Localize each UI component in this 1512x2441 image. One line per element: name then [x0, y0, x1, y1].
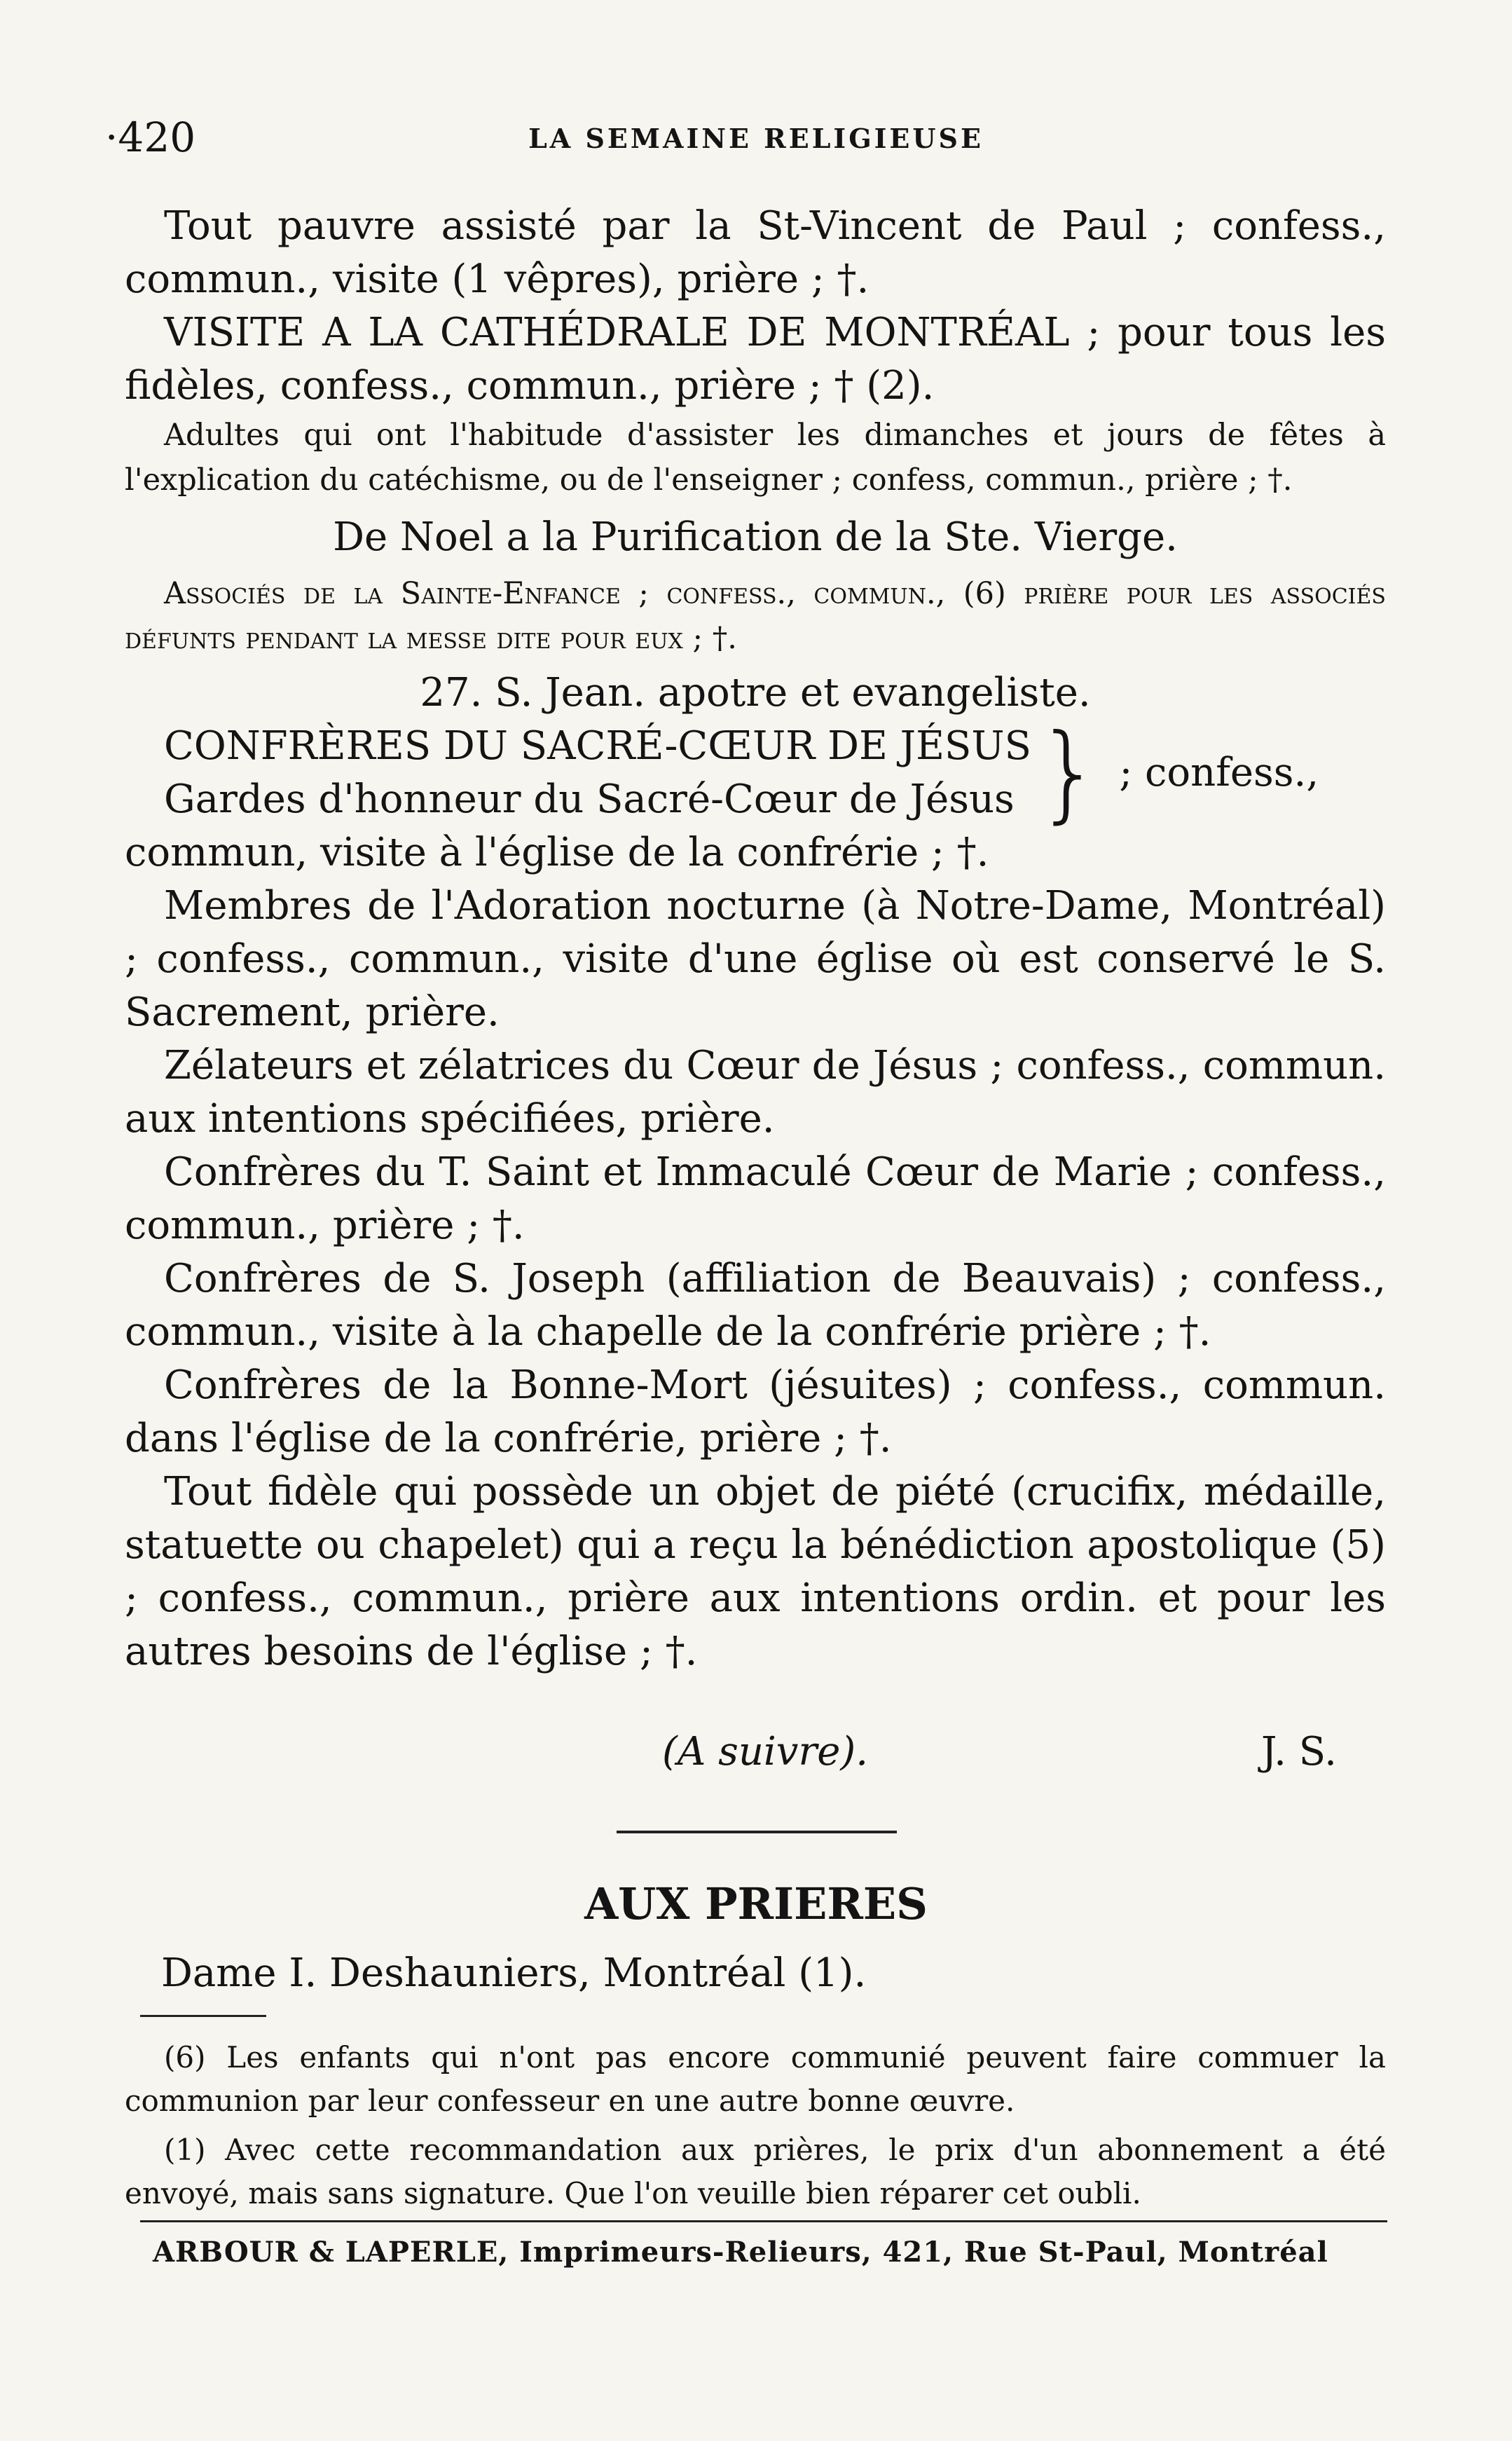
main-text — [125, 200, 1386, 1678]
page-number: ·420 — [105, 114, 196, 161]
brace-group — [125, 712, 1386, 834]
signature: J. S. — [1261, 1729, 1337, 1775]
footnote-1: (1) Avec cette recommandation aux prières, le prix d'un abonnement a été envoyé, mais sans signature. Que l'on veuille bien réparer cet oubli. — [125, 2133, 1386, 2210]
brace-right-text: ; confess., — [1119, 750, 1319, 795]
footnote-6: (6) Les enfants qui n'ont pas encore communié peuvent faire commuer la communion par leur confesseur en une autre bonne œuvre. — [125, 2040, 1386, 2118]
brace-line-sacre-coeur: CONFRÈRES DU SACRÉ-CŒUR DE JÉSUS — [164, 723, 1031, 769]
prayer-entry: Dame I. Deshauniers, Montréal (1). — [161, 1950, 867, 1996]
printer-imprint: ARBOUR & LAPERLE, Imprimeurs-Relieurs, 421, Rue St-Paul, Montréal — [153, 2236, 1328, 2269]
paragraph-s-joseph: Confrères de S. Joseph (affiliation de Beauvais) ; confess., commun., visite à la chapelle de la confrérie prière ; †. — [125, 1256, 1386, 1355]
paragraph-zelateurs: Zélateurs et zélatrices du Cœur de Jésus ; confess., commun. aux intentions spécifiées, prière. — [125, 1043, 1386, 1142]
brace-line-gardes: Gardes d'honneur du Sacré-Cœur de Jésus — [164, 777, 1015, 822]
paragraph-bonne-mort: Confrères de la Bonne-Mort (jésuites) ; confess., commun. dans l'église de la confrérie, prière ; †. — [125, 1362, 1386, 1461]
heading-noel: De Noel a la Purification de la Ste. Vierge. — [333, 514, 1178, 560]
footnote-rule — [140, 2015, 266, 2017]
paragraph-adoration: Membres de l'Adoration nocturne (à Notre-Dame, Montréal) ; confess., commun., visite d'une église où est conservé le S. Sacrement, prière. — [125, 883, 1386, 1035]
paragraph-cathedrale: VISITE A LA CATHÉDRALE DE MONTRÉAL ; pour tous les fidèles, confess., commun., prière ; † (2). — [125, 310, 1386, 409]
paragraph-st-vincent: Tout pauvre assisté par la St-Vincent de Paul ; confess., commun., visite (1 vêpres), prière ; †. — [125, 203, 1386, 302]
paragraph-confrerie-cont: commun, visite à l'église de la confrérie ; †. — [125, 830, 989, 875]
paragraph-coeur-marie: Confrères du T. Saint et Immaculé Cœur de Marie ; confess., commun., prière ; †. — [125, 1149, 1386, 1248]
section-divider — [617, 1831, 897, 1833]
footnotes — [125, 2036, 1386, 2215]
brace-symbol: } — [1035, 712, 1103, 834]
paragraph-sainte-enfance: Associés de la Sainte-Enfance ; confess., commun., (6) prière pour les associés défunts pendant la messe dite pour eux ; †. — [125, 576, 1386, 656]
a-suivre: (A suivre). — [662, 1729, 868, 1775]
paragraph-adultes: Adultes qui ont l'habitude d'assister les dimanches et jours de fêtes à l'explication du catéchisme, ou de l'enseigner ; confess, commun., prière ; †. — [125, 418, 1386, 498]
printer-rule — [140, 2220, 1387, 2222]
running-title: LA SEMAINE RELIGIEUSE — [528, 123, 984, 154]
section-title: AUX PRIERES — [584, 1878, 928, 1929]
heading-s-jean: 27. S. Jean. apotre et evangeliste. — [420, 670, 1091, 716]
paragraph-objet-piete: Tout fidèle qui possède un objet de piété (crucifix, médaille, statuette ou chapelet) qui a reçu la bénédiction apostolique (5) ; confess., commun., prière aux intentions ordin. et pour les autres besoins de l'église ; †. — [125, 1469, 1386, 1674]
